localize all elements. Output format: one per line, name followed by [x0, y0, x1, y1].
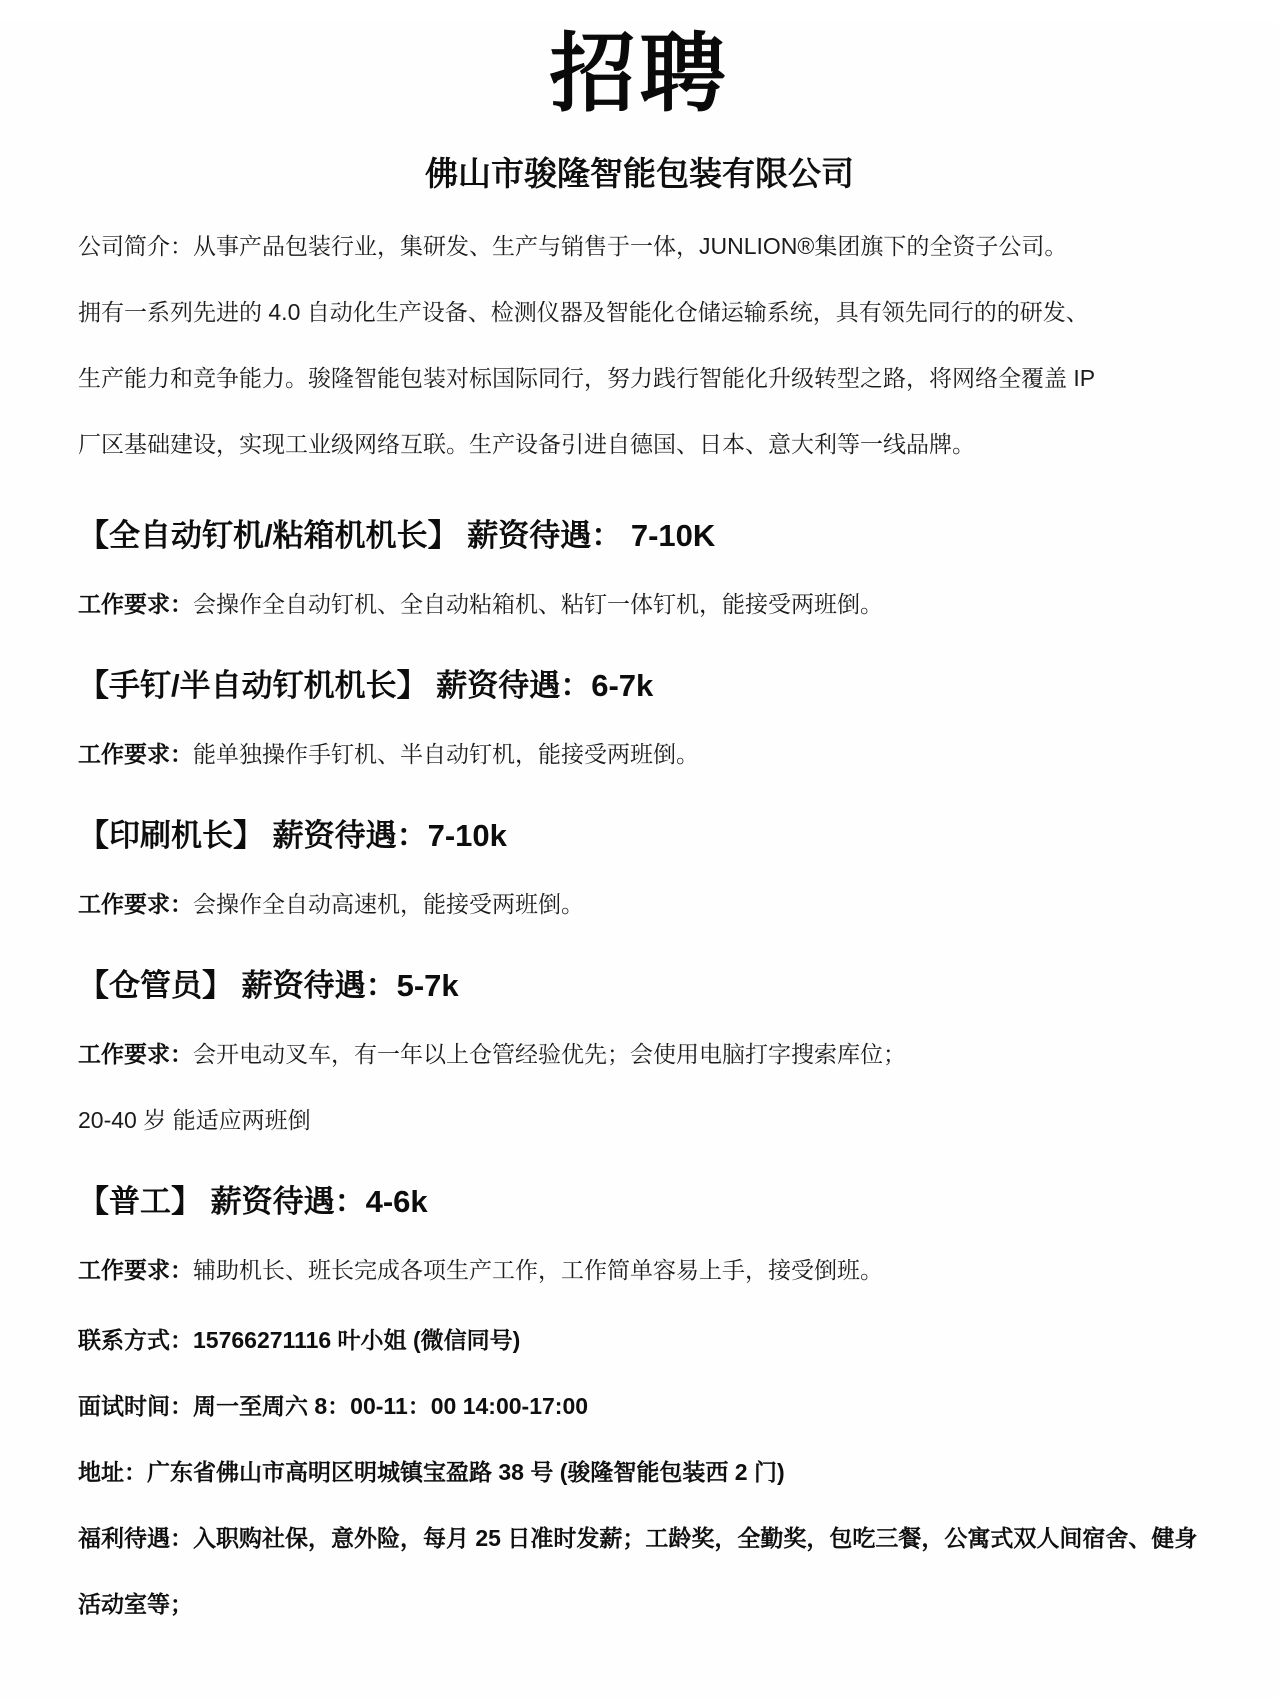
- requirements-text: 会开电动叉车，有一年以上仓管经验优先；会使用电脑打字搜索库位；: [193, 1041, 906, 1067]
- job-heading: 【仓管员】 薪资待遇：5-7k: [78, 968, 459, 1003]
- recruitment-poster: [0, 22, 1279, 1637]
- job-requirements: [78, 731, 1201, 777]
- address-text: 广东省佛山市高明区明城镇宝盈路 38 号 (骏隆智能包装西 2 门): [147, 1459, 785, 1485]
- address-line: [78, 1439, 1201, 1505]
- job-heading: 【手钉/半自动钉机机长】 薪资待遇：6-7k: [78, 668, 654, 703]
- job-requirements: [78, 1247, 1201, 1293]
- interview-time-line: [78, 1373, 1201, 1439]
- job-section-warehouse-keeper: [78, 963, 1201, 1143]
- intro-line: 公司简介：从事产品包装行业，集研发、生产与销售于一体，JUNLION®集团旗下的全资子公司。: [78, 233, 1068, 259]
- welfare-line: [78, 1505, 1201, 1637]
- page-title: 招聘: [549, 26, 730, 122]
- requirements-text: 会操作全自动高速机，能接受两班倒。: [193, 891, 584, 917]
- job-requirements: [78, 881, 1201, 927]
- job-section-hand-nailing-machine-lead: [78, 663, 1201, 777]
- job-requirements: [78, 581, 1201, 627]
- requirements-text: 能单独操作手钉机、半自动钉机，能接受两班倒。: [193, 741, 699, 767]
- contact-label: 联系方式：: [78, 1327, 193, 1353]
- company-intro: [78, 213, 1201, 477]
- address-label: 地址：: [78, 1459, 147, 1485]
- contact-phone: 15766271116 叶小姐 (微信同号): [193, 1327, 521, 1353]
- interview-time-label: 面试时间：: [78, 1393, 193, 1419]
- intro-line: 厂区基础建设，实现工业级网络互联。生产设备引进自德国、日本、意大利等一线品牌。: [78, 431, 975, 457]
- requirements-text: 辅助机长、班长完成各项生产工作，工作简单容易上手，接受倒班。: [193, 1257, 883, 1283]
- intro-line: 生产能力和竞争能力。骏隆智能包装对标国际同行，努力践行智能化升级转型之路，将网络全覆盖 IP: [78, 365, 1096, 391]
- job-section-printing-machine-lead: [78, 813, 1201, 927]
- intro-line: 拥有一系列先进的 4.0 自动化生产设备、检测仪器及智能化仓储运输系统，具有领先同行的的研发、: [78, 299, 1089, 325]
- requirements-label: 工作要求：: [78, 591, 193, 617]
- requirements-label: 工作要求：: [78, 891, 193, 917]
- company-name: 佛山市骏隆智能包装有限公司: [425, 155, 854, 192]
- interview-time-text: 周一至周六 8：00-11：00 14:00-17:00: [193, 1393, 589, 1419]
- job-requirements: [78, 1031, 1201, 1077]
- job-section-general-worker: [78, 1179, 1201, 1293]
- contact-line: [78, 1307, 1201, 1373]
- job-heading: 【全自动钉机/粘箱机机长】 薪资待遇： 7-10K: [78, 518, 716, 553]
- job-requirements-extra: 20-40 岁 能适应两班倒: [78, 1107, 311, 1133]
- job-heading: 【普工】 薪资待遇：4-6k: [78, 1184, 428, 1219]
- footer-info: [78, 1307, 1201, 1637]
- job-section-auto-nailing-machine-lead: [78, 513, 1201, 627]
- requirements-text: 会操作全自动钉机、全自动粘箱机、粘钉一体钉机，能接受两班倒。: [193, 591, 883, 617]
- welfare-text: 入职购社保，意外险，每月 25 日准时发薪；工龄奖，全勤奖，包吃三餐，公寓式双人间宿舍、健身活动室等；: [78, 1525, 1198, 1617]
- welfare-label: 福利待遇：: [78, 1525, 193, 1551]
- job-heading: 【印刷机长】 薪资待遇：7-10k: [78, 818, 507, 853]
- requirements-label: 工作要求：: [78, 741, 193, 767]
- requirements-label: 工作要求：: [78, 1041, 193, 1067]
- requirements-label: 工作要求：: [78, 1257, 193, 1283]
